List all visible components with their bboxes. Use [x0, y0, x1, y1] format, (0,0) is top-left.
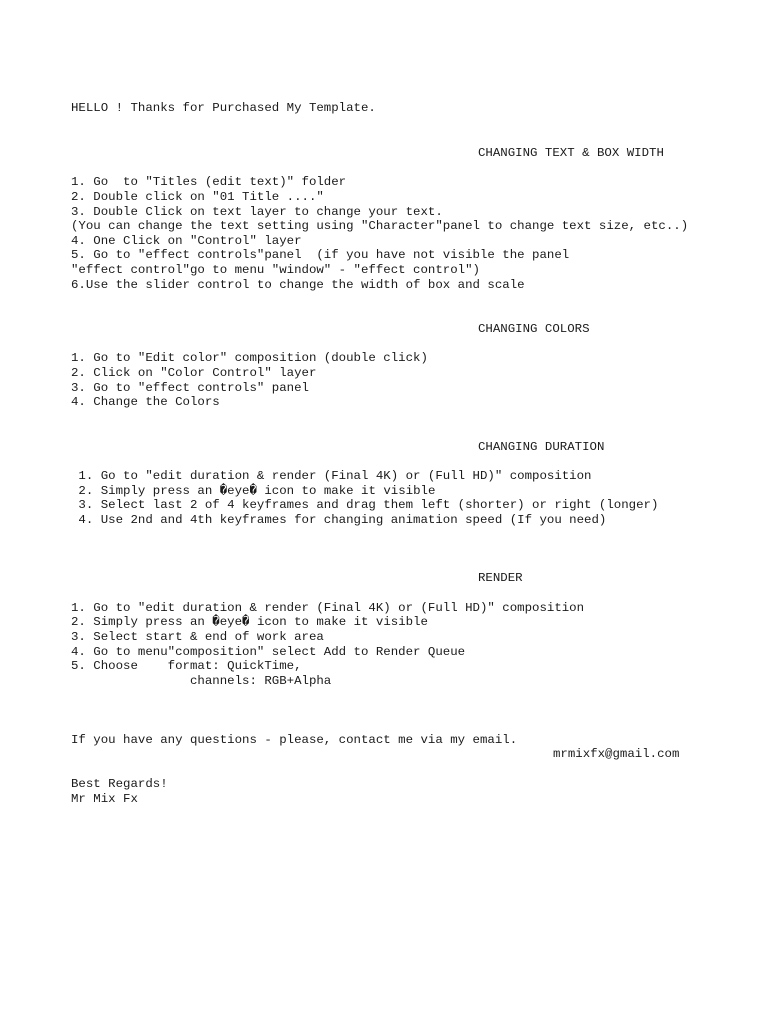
instruction-line: 3. Select start & end of work area [71, 630, 324, 644]
contact-email: mrmixfx@gmail.com [553, 747, 680, 761]
instruction-line: 4. Change the Colors [71, 395, 220, 409]
instruction-line: 5. Go to "effect controls"panel (if you have not visible the panel [71, 248, 570, 262]
signature-line: Mr Mix Fx [71, 792, 138, 806]
section-heading-duration: CHANGING DURATION [478, 440, 605, 454]
instruction-line: 2. Simply press an �eye� icon to make it visible [71, 615, 428, 629]
instruction-line: "effect control"go to menu "window" - "effect control") [71, 263, 480, 277]
instruction-line: 2. Click on "Color Control" layer [71, 366, 317, 380]
instruction-line: 2. Double click on "01 Title ...." [71, 190, 324, 204]
instruction-line: 3. Select last 2 of 4 keyframes and drag them left (shorter) or right (longer) [71, 498, 659, 512]
section-heading-colors: CHANGING COLORS [478, 322, 590, 336]
instruction-line: 6.Use the slider control to change the width of box and scale [71, 278, 525, 292]
instruction-line: 5. Choose format: QuickTime, [71, 659, 302, 673]
instruction-line: 1. Go to "edit duration & render (Final 4K) or (Full HD)" composition [71, 469, 592, 483]
contact-line: If you have any questions - please, contact me via my email. [71, 733, 518, 747]
instruction-line: 1. Go to "Titles (edit text)" folder [71, 175, 347, 189]
instruction-line: channels: RGB+Alpha [71, 674, 332, 688]
instruction-line: 4. Go to menu"composition" select Add to Render Queue [71, 645, 466, 659]
instruction-line: 4. Use 2nd and 4th keyframes for changing animation speed (If you need) [71, 513, 607, 527]
instruction-line: 3. Go to "effect controls" panel [71, 381, 309, 395]
instruction-line: 3. Double Click on text layer to change your text. [71, 205, 443, 219]
section-heading-render: RENDER [478, 571, 523, 585]
closing-line: Best Regards! [71, 777, 168, 791]
instruction-line: 4. One Click on "Control" layer [71, 234, 302, 248]
instruction-line: (You can change the text setting using "Character"panel to change text size, etc..) [71, 219, 689, 233]
section-heading-text-box: CHANGING TEXT & BOX WIDTH [478, 146, 664, 160]
greeting-line: HELLO ! Thanks for Purchased My Template. [71, 101, 376, 115]
instruction-line: 2. Simply press an �eye� icon to make it visible [71, 484, 436, 498]
instruction-line: 1. Go to "edit duration & render (Final 4K) or (Full HD)" composition [71, 601, 585, 615]
instruction-line: 1. Go to "Edit color" composition (double click) [71, 351, 428, 365]
